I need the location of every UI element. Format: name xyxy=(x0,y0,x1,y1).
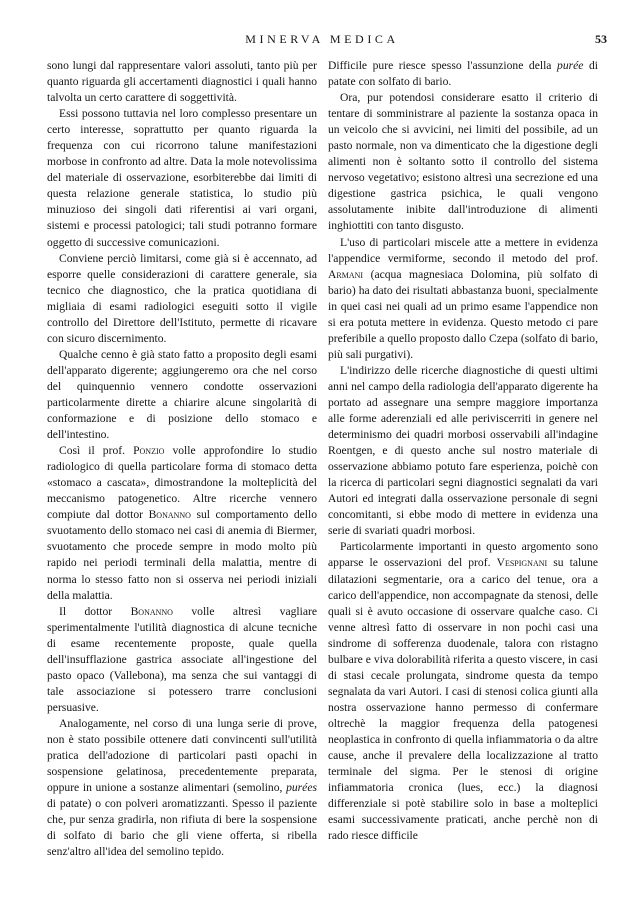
text-run: di patate con solfato di bario. xyxy=(328,59,598,89)
running-header xyxy=(0,32,644,52)
paragraph xyxy=(47,716,317,860)
paragraph xyxy=(328,58,598,90)
italic-term: purée xyxy=(557,59,584,72)
author-name: Vespignani xyxy=(496,556,548,570)
paragraph xyxy=(328,90,598,234)
text-run: L'indirizzo delle ricerche diagnostiche di questi ultimi anni nel campo della radiologia dell'apparato digerente ha portato ad assegnare una sempre maggiore importanza alle forme aderenziali ed alle periviscerriti in genere nel determinismo dei quadri morbosi osservabili all'indagine Roentgen, e di questo anche sul nostro materiale di osservazione abbiamo potuto fare esperienza, poichè con la ricerca di particolari segni diagnostici segnalati da vari Autori ed integrati dalla osservazione personale di segni concomitanti, si ebbe modo di mettere in evidenza una serie di svariati quadri morbosi. xyxy=(328,363,598,538)
paragraph xyxy=(47,58,317,106)
paragraph xyxy=(47,347,317,443)
left-column xyxy=(47,58,317,860)
text-run: sono lungi dal rappresentare valori assoluti, tanto più per quanto riguarda gli accertamenti diagnostici i quali hanno talvolta un certo carattere di soggettività. xyxy=(47,59,317,105)
text-run: Il dottor xyxy=(59,604,131,618)
author-name: Ponzio xyxy=(133,444,165,458)
text-run: sul comportamento dello svuotamento dello stomaco nei casi di anemia di Biermer, svuotamento che procede sempre in modo molto più rapido nei periodi terminali della malattia, mentre di norma lo stesso fatto non si osserva nei periodi iniziali della malattia. xyxy=(47,508,317,602)
text-run: Difficile pure riesce spesso l'assunzione della xyxy=(328,59,558,72)
author-name: Bonanno xyxy=(130,604,173,618)
text-run: Ora, pur potendosi considerare esatto il criterio di tentare di somministrare al paziente la sostanza opaca in un veicolo che si avvicini, nei limiti del possibile, ad un pasto normale, non va dimenticato che la digestione degli alimenti non è soltanto sotto il controllo del sistema nervoso vegetativo; esistono altresì una secrezione ed una digestione gastrica psichica, le quali vengono assolutamente inibite dall'introduzione di alimenti inghiottiti con tanto disgusto. xyxy=(328,91,598,233)
text-run: Conviene perciò limitarsi, come già si è accennato, ad esporre quelle considerazioni di carattere generale, sia tecnico che diagnostico, che la pratica quotidiana di migliaia di esami radiologici eseguiti sotto il vigile controllo del Direttore dell'Istituto, permette di ricavare con sicuro discernimento. xyxy=(47,251,317,345)
text-run: su talune dilatazioni segmentarie, ora a carico del tenue, ora a carico dell'appendice, non accompagnate da stenosi, delle quali si è avuto occasione di osservare qualche caso. Ci venne altresì fatto di osservare in non pochi casi una sindrome di sofferenza duodenale, talora con ristagno bulbare e viva dolorabilità riferita a questo viscere, in casi di stasi cecale prolungata, sindrome questa da tempo segnalata da vari Autori. I casi di stenosi colica giunti alla nostra osservazione hanno permesso di confermare oltrechè la maggior frequenza della patogenesi neoplastica in confronto di quella infiammatoria o da altre cause, anche il prevalere della localizzazione al tratto terminale del sigma. Per le stenosi di origine infiammatoria cronica (lues, ecc.) la diagnosi differenziale si potè stabilire solo in base a molteplici esami successivamente praticati, anche perchè non di rado riesce difficile xyxy=(328,556,599,843)
right-column xyxy=(328,58,598,844)
author-name: Armani xyxy=(328,267,364,281)
page-number: 53 xyxy=(595,32,607,46)
text-run: volle approfondire lo studio radiologico di quella particolare forma di stomaco detta «stomaco a cascata», dimostrandone la molteplicità del meccanismo patogenetico. Altre ricerche vennero compiute dal dottor xyxy=(47,444,318,522)
paragraph xyxy=(47,106,317,250)
paragraph xyxy=(328,235,598,363)
text-run: (acqua magnesiaca Dolomina, più solfato di bario) ha dato dei risultati abbastanza buoni, specialmente in quei casi nei quali ad un primo esame l'appendice non si era potuta mettere in evidenza. Questo metodo ci pare preferibile a quello proposto dallo Czepa (solfato di bario, più sali purgativi). xyxy=(328,267,598,361)
italic-term: purées xyxy=(286,781,317,795)
text-run: di patate) o con polveri aromatizzanti. Spesso il paziente che, pur senza gradirla, non rifiuta di bere la sospensione di solfato di bario che gli viene offerta, si ribella senz'altro all'idea del semolino tepido. xyxy=(47,797,317,859)
paragraph xyxy=(328,539,598,844)
text-run: L'uso di particolari miscele atte a mettere in evidenza l'appendice vermiforme, secondo il metodo del prof. xyxy=(328,235,598,265)
text-run: Qualche cenno è già stato fatto a proposito degli esami dell'apparato digerente; aggiungeremo ora che nel corso del quinquennio vennero condotte osservazioni particolarmente dirette a chiarire alcune singolarità di conformazione e di posizione dello stomaco e dell'intestino. xyxy=(47,347,317,442)
text-run: Essi possono tuttavia nel loro complesso presentare un certo interesse, soprattutto per quanto riguarda la frequenza con cui ricorrono talune manifestazioni morbose in confronto ad altre. Data la mole notevolissima del materiale di osservazione, esorbiterebbe dai limiti di questa relazione generale statistica, lo studio più minuzioso dei singoli dati riferentisi ai vari organi, sistemi e processi patologici; tali studi potranno formare oggetto di successive comunicazioni. xyxy=(47,107,317,249)
journal-title: MINERVA MEDICA xyxy=(245,32,399,46)
paragraph xyxy=(47,251,317,347)
author-name: Bonanno xyxy=(148,508,191,522)
paragraph xyxy=(328,363,598,540)
paragraph xyxy=(47,443,317,603)
text-run: Analogamente, nel corso di una lunga serie di prove, non è stato possibile ottenere dati convincenti sull'utilità pratica dell'adozione di particolari pasti opachi in sospensione gelatinosa, precedentemente preparata, oppure in unione a sostanze alimentari (semolino, xyxy=(47,716,317,795)
text-run: Così il prof. xyxy=(59,444,134,458)
paragraph xyxy=(47,604,317,716)
text-run: volle altresì vagliare sperimentalmente l'utilità diagnostica di alcune tecniche di esame recentemente proposte, quale quella dell'insufflazione gastrica associate all'ingestione del pasto opaco (Vallebona), ma senza che sui vantaggi di tale associazione si potessero trarre conclusioni persuasive. xyxy=(47,604,317,714)
text-run: Particolarmente importanti in questo argomento sono apparse le osservazioni del prof. xyxy=(328,540,598,570)
